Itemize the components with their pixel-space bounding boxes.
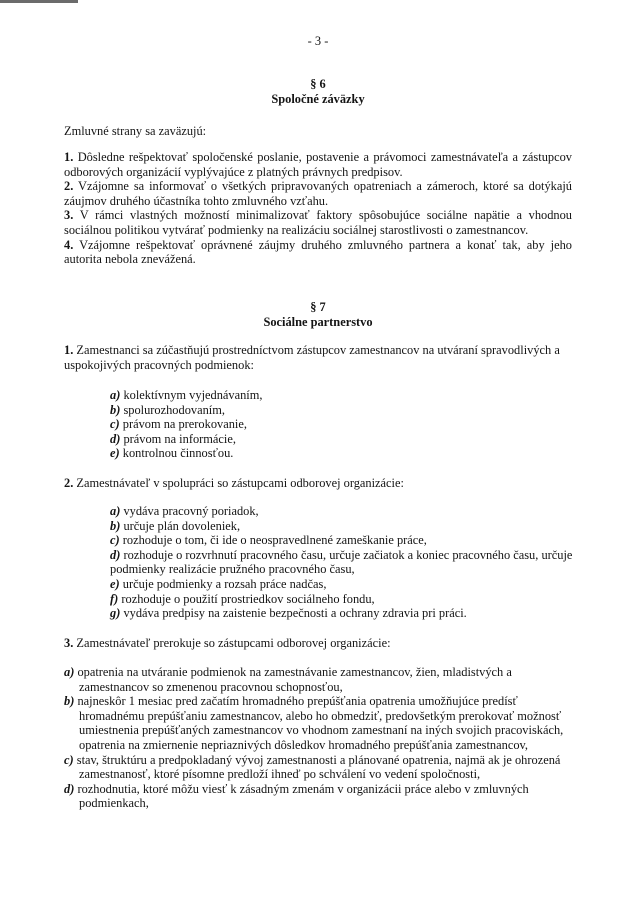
list-item: a) vydáva pracovný poriadok, bbox=[110, 504, 259, 518]
section-7-paragraph-1: 1. Zamestnanci sa zúčastňujú prostredníctvom zástupcov zamestnancov na utváraní spravodlivých a uspokojivých pracovných podmienok: bbox=[64, 343, 560, 372]
list-item: a) kolektívnym vyjednávaním, bbox=[110, 388, 263, 402]
list-item: a) opatrenia na utváranie podmienok na zamestnávanie zamestnancov, žien, mladistvých a zamestnancov so zmenenou pracovnou schopnosťou, bbox=[64, 665, 512, 694]
section-6-items bbox=[64, 150, 572, 267]
section-6-title: Spoločné záväzky bbox=[271, 92, 365, 106]
scan-mark bbox=[0, 0, 78, 3]
list-item: d) rozhoduje o rozvrhnutí pracovného času, určuje začiatok a koniec pracovného času, určuje podmienky realizácie pružného pracovného času, bbox=[110, 547, 573, 577]
list-item: 4. Vzájomne rešpektovať oprávnené záujmy druhého zmluvného partnera a konať tak, aby jeho autorita nebola znevážená. bbox=[64, 237, 573, 267]
section-7-title: Sociálne partnerstvo bbox=[263, 315, 373, 329]
section-7-number: § 7 bbox=[310, 300, 326, 314]
list-item: d) právom na informácie, bbox=[110, 431, 236, 446]
list-item: g) vydáva predpisy na zaistenie bezpečnosti a ochrany zdravia pri práci. bbox=[110, 606, 467, 621]
list-item: e) určuje podmienky a rozsah práce nadčas, bbox=[110, 576, 327, 591]
page-number: - 3 - bbox=[307, 34, 329, 48]
list-item: c) právom na prerokovanie, bbox=[110, 417, 247, 432]
section-7-list-3 bbox=[64, 665, 576, 811]
section-7-list-1 bbox=[110, 388, 580, 461]
list-item: b) spolurozhodovaním, bbox=[110, 402, 225, 417]
section-6-number: § 6 bbox=[310, 77, 326, 91]
list-item: b) najneskôr 1 mesiac pred začatím hromadného prepúšťania opatrenia umožňujúce predísť hromadnému prepúšťaniu zamestnancov, alebo ho obmedziť, predovšetkým prerokovať možnosť umiestnenia prepúšťaných zamestnancov vo vhodnom zamestnaní na iných svojich pracoviskách, opatrenia na zmiernenie nepriaznivých dôsledkov hromadného prepúšťania zamestnancov, bbox=[64, 694, 564, 752]
list-item: f) rozhoduje o použití prostriedkov sociálneho fondu, bbox=[110, 591, 375, 606]
list-item: 3. V rámci vlastných možností minimalizovať faktory spôsobujúce sociálne napätie a vhodnou sociálnou politikou vytvárať podmienky na realizáciu sociálnej starostlivosti o zamestnancov. bbox=[64, 208, 572, 237]
section-7-list-2 bbox=[110, 504, 580, 621]
list-item: e) kontrolnou činnosťou. bbox=[110, 446, 234, 461]
list-item: 1. Dôsledne rešpektovať spoločenské poslanie, postavenie a právomoci zamestnávateľa a zástupcov odborových organizácií vyplývajúce z platných právnych predpisov. bbox=[64, 150, 572, 179]
list-item: d) rozhodnutia, ktoré môžu viesť k zásadným zmenám v organizácii práce alebo v zmluvných podmienkach, bbox=[64, 781, 529, 811]
section-6-intro: Zmluvné strany sa zaväzujú: bbox=[64, 124, 207, 138]
list-item: c) rozhoduje o tom, či ide o neospravedlnené zameškanie práce, bbox=[110, 533, 427, 548]
section-7-paragraph-2: 2. Zamestnávateľ v spolupráci so zástupcami odborovej organizácie: bbox=[64, 476, 404, 490]
list-item: 2. Vzájomne sa informovať o všetkých pripravovaných opatreniach a zámeroch, ktoré sa dotýkajú záujmov druhého účastníka tohto zmluvného vzťahu. bbox=[64, 179, 572, 208]
list-item: c) stav, štruktúru a predpokladaný vývoj zamestnanosti a plánované opatrenia, najmä ak je ohrozená zamestnanosť, ktoré písomne predloží ihneď po schválení vo vedení spoločnosti, bbox=[64, 752, 561, 782]
section-7-paragraph-3: 3. Zamestnávateľ prerokuje so zástupcami odborovej organizácie: bbox=[64, 636, 391, 650]
list-item: b) určuje plán dovoleniek, bbox=[110, 518, 241, 533]
